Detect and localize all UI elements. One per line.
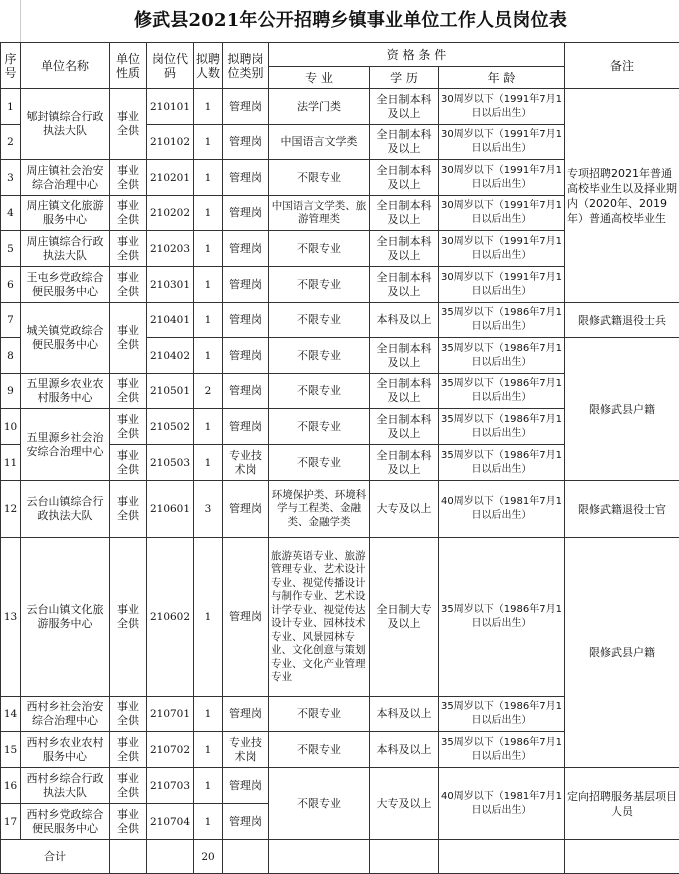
header-unit-type: 单位性质 [110,43,147,89]
unit-type-cell: 事业全供 [110,697,147,732]
seq-cell: 4 [1,196,21,231]
seq-cell: 13 [1,538,21,697]
major-cell: 不限专业 [269,697,370,732]
age-cell: 30周岁以下（1991年7月1日以后出生） [439,231,565,267]
unit-name-cell: 周庄镇综合行政执法大队 [21,231,110,267]
major-cell: 环境保护类、环境科学与工程类、金融类、金融学类 [269,481,370,538]
category-cell: 管理岗 [223,538,269,697]
post-code-cell: 210201 [147,160,194,196]
post-code-cell: 210702 [147,732,194,768]
age-cell: 35周岁以下（1986年7月1日以后出生） [439,538,565,697]
post-code-cell: 210402 [147,338,194,374]
age-cell: 35周岁以下（1986年7月1日以后出生） [439,338,565,374]
notes-cell: 限修武县户籍 [565,338,679,481]
count-cell: 1 [194,732,223,768]
education-cell: 全日制本科及以上 [370,196,439,231]
count-cell: 1 [194,196,223,231]
category-cell: 管理岗 [223,481,269,538]
total-empty [370,840,439,874]
category-cell: 管理岗 [223,697,269,732]
category-cell: 管理岗 [223,338,269,374]
post-code-cell: 210501 [147,374,194,409]
post-code-cell: 210101 [147,89,194,125]
post-code-cell: 210503 [147,445,194,481]
total-empty [147,840,194,874]
total-empty [439,840,565,874]
header-notes: 备注 [565,43,679,89]
unit-type-cell: 事业全供 [110,160,147,196]
unit-name-cell: 郇封镇综合行政执法大队 [21,89,110,160]
seq-cell: 11 [1,445,21,481]
header-major: 专 业 [269,67,370,89]
seq-cell: 12 [1,481,21,538]
age-cell: 40周岁以下（1981年7月1日以后出生） [439,481,565,538]
unit-type-cell: 事业全供 [110,804,147,840]
header-count: 拟聘人数 [194,43,223,89]
category-cell: 管理岗 [223,160,269,196]
education-cell: 全日制本科及以上 [370,231,439,267]
category-cell: 管理岗 [223,231,269,267]
total-count: 20 [194,840,223,874]
unit-type-cell: 事业全供 [110,445,147,481]
age-cell: 40周岁以下（1981年7月1日以后出生） [439,768,565,840]
post-code-cell: 210301 [147,267,194,303]
count-cell: 1 [194,160,223,196]
table-row [1,89,679,125]
unit-type-cell: 事业全供 [110,409,147,445]
category-cell: 管理岗 [223,374,269,409]
count-cell: 1 [194,303,223,338]
unit-name-cell: 云台山镇文化旅游服务中心 [21,538,110,697]
count-cell: 1 [194,538,223,697]
notes-cell: 限修武籍退役士兵 [565,303,679,338]
major-cell: 不限专业 [269,267,370,303]
unit-type-cell: 事业全供 [110,768,147,804]
major-cell: 不限专业 [269,409,370,445]
count-cell: 1 [194,89,223,125]
unit-type-cell: 事业全供 [110,231,147,267]
notes-cell: 专项招聘2021年普通高校毕业生以及择业期内（2020年、2019年）普通高校毕业生 [565,89,679,303]
age-cell: 35周岁以下（1986年7月1日以后出生） [439,374,565,409]
count-cell: 1 [194,445,223,481]
total-empty [223,840,269,874]
education-cell: 全日制本科及以上 [370,125,439,160]
unit-name-cell: 西村乡综合行政执法大队 [21,768,110,804]
seq-cell: 14 [1,697,21,732]
unit-name-cell: 周庄镇文化旅游服务中心 [21,196,110,231]
age-cell: 35周岁以下（1986年7月1日以后出生） [439,697,565,732]
major-cell: 不限专业 [269,160,370,196]
age-cell: 35周岁以下（1986年7月1日以后出生） [439,732,565,768]
major-cell: 不限专业 [269,303,370,338]
unit-name-cell: 西村乡党政综合便民服务中心 [21,804,110,840]
unit-type-cell: 事业全供 [110,196,147,231]
header-unit-name: 单位名称 [21,43,110,89]
seq-cell: 2 [1,125,21,160]
table-row [1,768,679,804]
positions-table [0,42,679,874]
category-cell: 管理岗 [223,196,269,231]
unit-type-cell: 事业全供 [110,374,147,409]
age-cell: 35周岁以下（1986年7月1日以后出生） [439,445,565,481]
education-cell: 全日制本科及以上 [370,267,439,303]
category-cell: 专业技术岗 [223,732,269,768]
age-cell: 35周岁以下（1986年7月1日以后出生） [439,303,565,338]
unit-name-cell: 城关镇党政综合便民服务中心 [21,303,110,374]
seq-cell: 6 [1,267,21,303]
unit-type-cell: 事业全供 [110,89,147,160]
major-cell: 不限专业 [269,231,370,267]
unit-name-cell: 周庄镇社会治安综合治理中心 [21,160,110,196]
header-post-code: 岗位代码 [147,43,194,89]
major-cell: 不限专业 [269,768,370,840]
post-code-cell: 210102 [147,125,194,160]
header-post-category: 拟聘岗位类别 [223,43,269,89]
education-cell: 全日制本科及以上 [370,409,439,445]
seq-cell: 7 [1,303,21,338]
major-cell: 不限专业 [269,374,370,409]
seq-cell: 1 [1,89,21,125]
header-age: 年 龄 [439,67,565,89]
unit-type-cell: 事业全供 [110,732,147,768]
category-cell: 管理岗 [223,804,269,840]
header-seq: 序号 [1,43,21,89]
notes-cell: 定向招聘服务基层项目人员 [565,768,679,840]
age-cell: 30周岁以下（1991年7月1日以后出生） [439,160,565,196]
education-cell: 大专及以上 [370,768,439,840]
category-cell: 管理岗 [223,303,269,338]
major-cell: 不限专业 [269,445,370,481]
post-code-cell: 210704 [147,804,194,840]
notes-cell: 限修武籍退役士官 [565,481,679,538]
post-code-cell: 210601 [147,481,194,538]
education-cell: 全日制本科及以上 [370,445,439,481]
seq-cell: 9 [1,374,21,409]
seq-cell: 15 [1,732,21,768]
major-cell: 旅游英语专业、旅游管理专业、艺术设计专业、视觉传播设计与制作专业、艺术设计学专业、视觉传达设计专业、园林技术专业、风景园林专业、文化创意与策划专业、文化产业管理专业 [269,538,370,697]
post-code-cell: 210703 [147,768,194,804]
major-cell: 中国语言文学类、旅游管理类 [269,196,370,231]
category-cell: 管理岗 [223,125,269,160]
notes-cell: 限修武县户籍 [565,538,679,768]
count-cell: 1 [194,804,223,840]
education-cell: 全日制本科及以上 [370,89,439,125]
category-cell: 管理岗 [223,409,269,445]
unit-type-cell: 事业全供 [110,538,147,697]
count-cell: 1 [194,338,223,374]
seq-cell: 10 [1,409,21,445]
total-empty [565,840,679,874]
category-cell: 管理岗 [223,267,269,303]
education-cell: 大专及以上 [370,481,439,538]
count-cell: 1 [194,768,223,804]
category-cell: 管理岗 [223,89,269,125]
unit-type-cell: 事业全供 [110,303,147,374]
unit-type-cell: 事业全供 [110,267,147,303]
seq-cell: 17 [1,804,21,840]
major-cell: 法学门类 [269,89,370,125]
count-cell: 1 [194,409,223,445]
education-cell: 全日制本科及以上 [370,160,439,196]
count-cell: 1 [194,697,223,732]
count-cell: 2 [194,374,223,409]
education-cell: 全日制大专及以上 [370,538,439,697]
education-cell: 全日制本科及以上 [370,338,439,374]
unit-name-cell: 五里源乡社会治安综合治理中心 [21,409,110,481]
count-cell: 1 [194,267,223,303]
post-code-cell: 210502 [147,409,194,445]
post-code-cell: 210401 [147,303,194,338]
category-cell: 专业技术岗 [223,445,269,481]
education-cell: 本科及以上 [370,732,439,768]
category-cell: 管理岗 [223,768,269,804]
age-cell: 30周岁以下（1991年7月1日以后出生） [439,267,565,303]
count-cell: 1 [194,231,223,267]
major-cell: 不限专业 [269,338,370,374]
table-row [1,538,679,697]
seq-cell: 16 [1,768,21,804]
total-label: 合计 [1,840,110,874]
total-empty [110,840,147,874]
header-education: 学 历 [370,67,439,89]
major-cell: 不限专业 [269,732,370,768]
age-cell: 30周岁以下（1991年7月1日以后出生） [439,196,565,231]
count-cell: 1 [194,125,223,160]
seq-cell: 8 [1,338,21,374]
post-code-cell: 210202 [147,196,194,231]
seq-cell: 3 [1,160,21,196]
post-code-cell: 210701 [147,697,194,732]
unit-name-cell: 西村乡农业农村服务中心 [21,732,110,768]
unit-name-cell: 西村乡社会治安综合治理中心 [21,697,110,732]
total-empty [269,840,370,874]
education-cell: 全日制本科及以上 [370,374,439,409]
unit-name-cell: 五里源乡农业农村服务中心 [21,374,110,409]
age-cell: 35周岁以下（1986年7月1日以后出生） [439,409,565,445]
total-row [1,840,679,874]
education-cell: 本科及以上 [370,303,439,338]
age-cell: 30周岁以下（1991年7月1日以后出生） [439,125,565,160]
table-row [1,481,679,538]
page-title: 修武县2021年公开招聘乡镇事业单位工作人员岗位表 [20,0,679,42]
header-qualifications: 资 格 条 件 [269,43,565,67]
post-code-cell: 210203 [147,231,194,267]
unit-type-cell: 事业全供 [110,481,147,538]
major-cell: 中国语言文学类 [269,125,370,160]
post-code-cell: 210602 [147,538,194,697]
count-cell: 3 [194,481,223,538]
education-cell: 本科及以上 [370,697,439,732]
age-cell: 30周岁以下（1991年7月1日以后出生） [439,89,565,125]
unit-name-cell: 王屯乡党政综合便民服务中心 [21,267,110,303]
table-row [1,303,679,338]
seq-cell: 5 [1,231,21,267]
unit-name-cell: 云台山镇综合行政执法大队 [21,481,110,538]
